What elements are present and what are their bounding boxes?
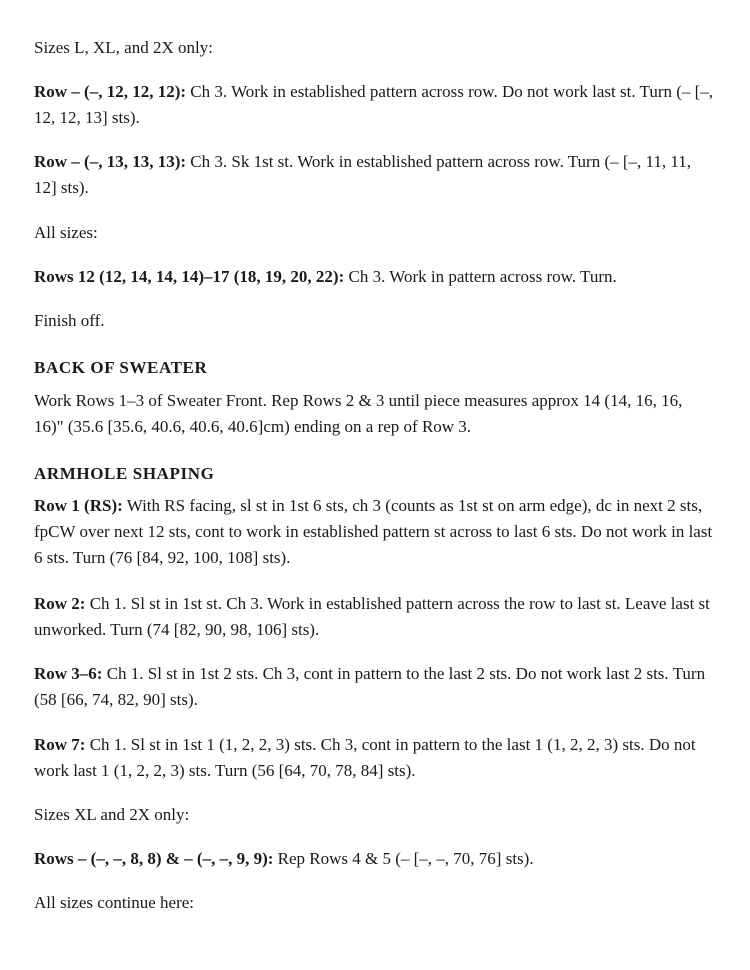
- finish-off-text: Finish off.: [34, 311, 105, 330]
- rows-12-instruction: [34, 264, 716, 290]
- rows-12-label: Rows 12 (12, 14, 14, 14)–17 (18, 19, 20, 22):: [34, 267, 345, 286]
- rows-dash-label: Rows – (–, –, 8, 8) & – (–, –, 9, 9):: [34, 849, 274, 868]
- armhole-shaping-heading: ARMHOLE SHAPING: [34, 464, 215, 483]
- all-sizes-continue-text: All sizes continue here:: [34, 893, 195, 912]
- row-2-text: Ch 1. Sl st in 1st st. Ch 3. Work in established pattern across the row to last st. Leave last st unworked. Turn (74 [82, 90, 98, 106] sts).: [34, 594, 710, 639]
- row-a-label: Row – (–, 12, 12, 12):: [34, 82, 187, 101]
- row-1-label: Row 1 (RS):: [34, 496, 123, 515]
- back-of-sweater-text: Work Rows 1–3 of Sweater Front. Rep Rows 2 & 3 until piece measures approx 14 (14, 16, 16, 16)" (35.6 [35.6, 40.6, 40.6, 40.6]cm) ending on a rep of Row 3.: [34, 391, 683, 436]
- row-3-6-text: Ch 1. Sl st in 1st 2 sts. Ch 3, cont in pattern to the last 2 sts. Do not work last 2 sts. Turn (58 [66, 74, 82, 90] sts).: [34, 664, 706, 709]
- row-1-instruction: [34, 493, 716, 571]
- row-2-instruction: [34, 591, 716, 643]
- row-a-text: Ch 3. Work in established pattern across row. Do not work last st. Turn (– [–, 12, 12, 13] sts).: [34, 82, 714, 127]
- row-2-label: Row 2:: [34, 594, 86, 613]
- all-sizes-text: All sizes:: [34, 223, 98, 242]
- row-3-6-label: Row 3–6:: [34, 664, 103, 683]
- all-sizes-continue-note: [34, 890, 716, 916]
- rows-dash-text: Rep Rows 4 & 5 (– [–, –, 70, 76] sts).: [273, 849, 534, 868]
- sizes-xl-2x-note: [34, 802, 716, 828]
- all-sizes-note: [34, 220, 716, 246]
- row-1-text: With RS facing, sl st in 1st 6 sts, ch 3 (counts as 1st st on arm edge), dc in next 2 sts, fpCW over next 12 sts, cont to work in established pattern st across to last 6 sts. Do not work in last 6 sts. Turn (76 [84, 92, 100, 108] sts).: [34, 496, 713, 567]
- sizes-l-xl-2x-text: Sizes L, XL, and 2X only:: [34, 38, 213, 57]
- row-7-instruction: [34, 732, 716, 784]
- row-7-label: Row 7:: [34, 735, 86, 754]
- row-b-label: Row – (–, 13, 13, 13):: [34, 152, 187, 171]
- rows-dash-instruction: [34, 846, 716, 872]
- sizes-l-xl-2x-note: [34, 35, 716, 61]
- row-b-text: Ch 3. Sk 1st st. Work in established pattern across row. Turn (– [–, 11, 11, 12] sts).: [34, 152, 692, 197]
- rows-12-text: Ch 3. Work in pattern across row. Turn.: [344, 267, 617, 286]
- row-7-text: Ch 1. Sl st in 1st 1 (1, 2, 2, 3) sts. Ch 3, cont in pattern to the last 1 (1, 2, 2, 3) sts. Do not work last 1 (1, 2, 2, 3) sts. Turn (56 [64, 70, 78, 84] sts).: [34, 735, 696, 780]
- sizes-xl-2x-text: Sizes XL and 2X only:: [34, 805, 190, 824]
- row-3-6-instruction: [34, 661, 716, 713]
- back-of-sweater-heading: BACK OF SWEATER: [34, 358, 208, 377]
- finish-off-note: [34, 308, 716, 334]
- row-a-instruction: [34, 79, 716, 131]
- row-b-instruction: [34, 149, 716, 201]
